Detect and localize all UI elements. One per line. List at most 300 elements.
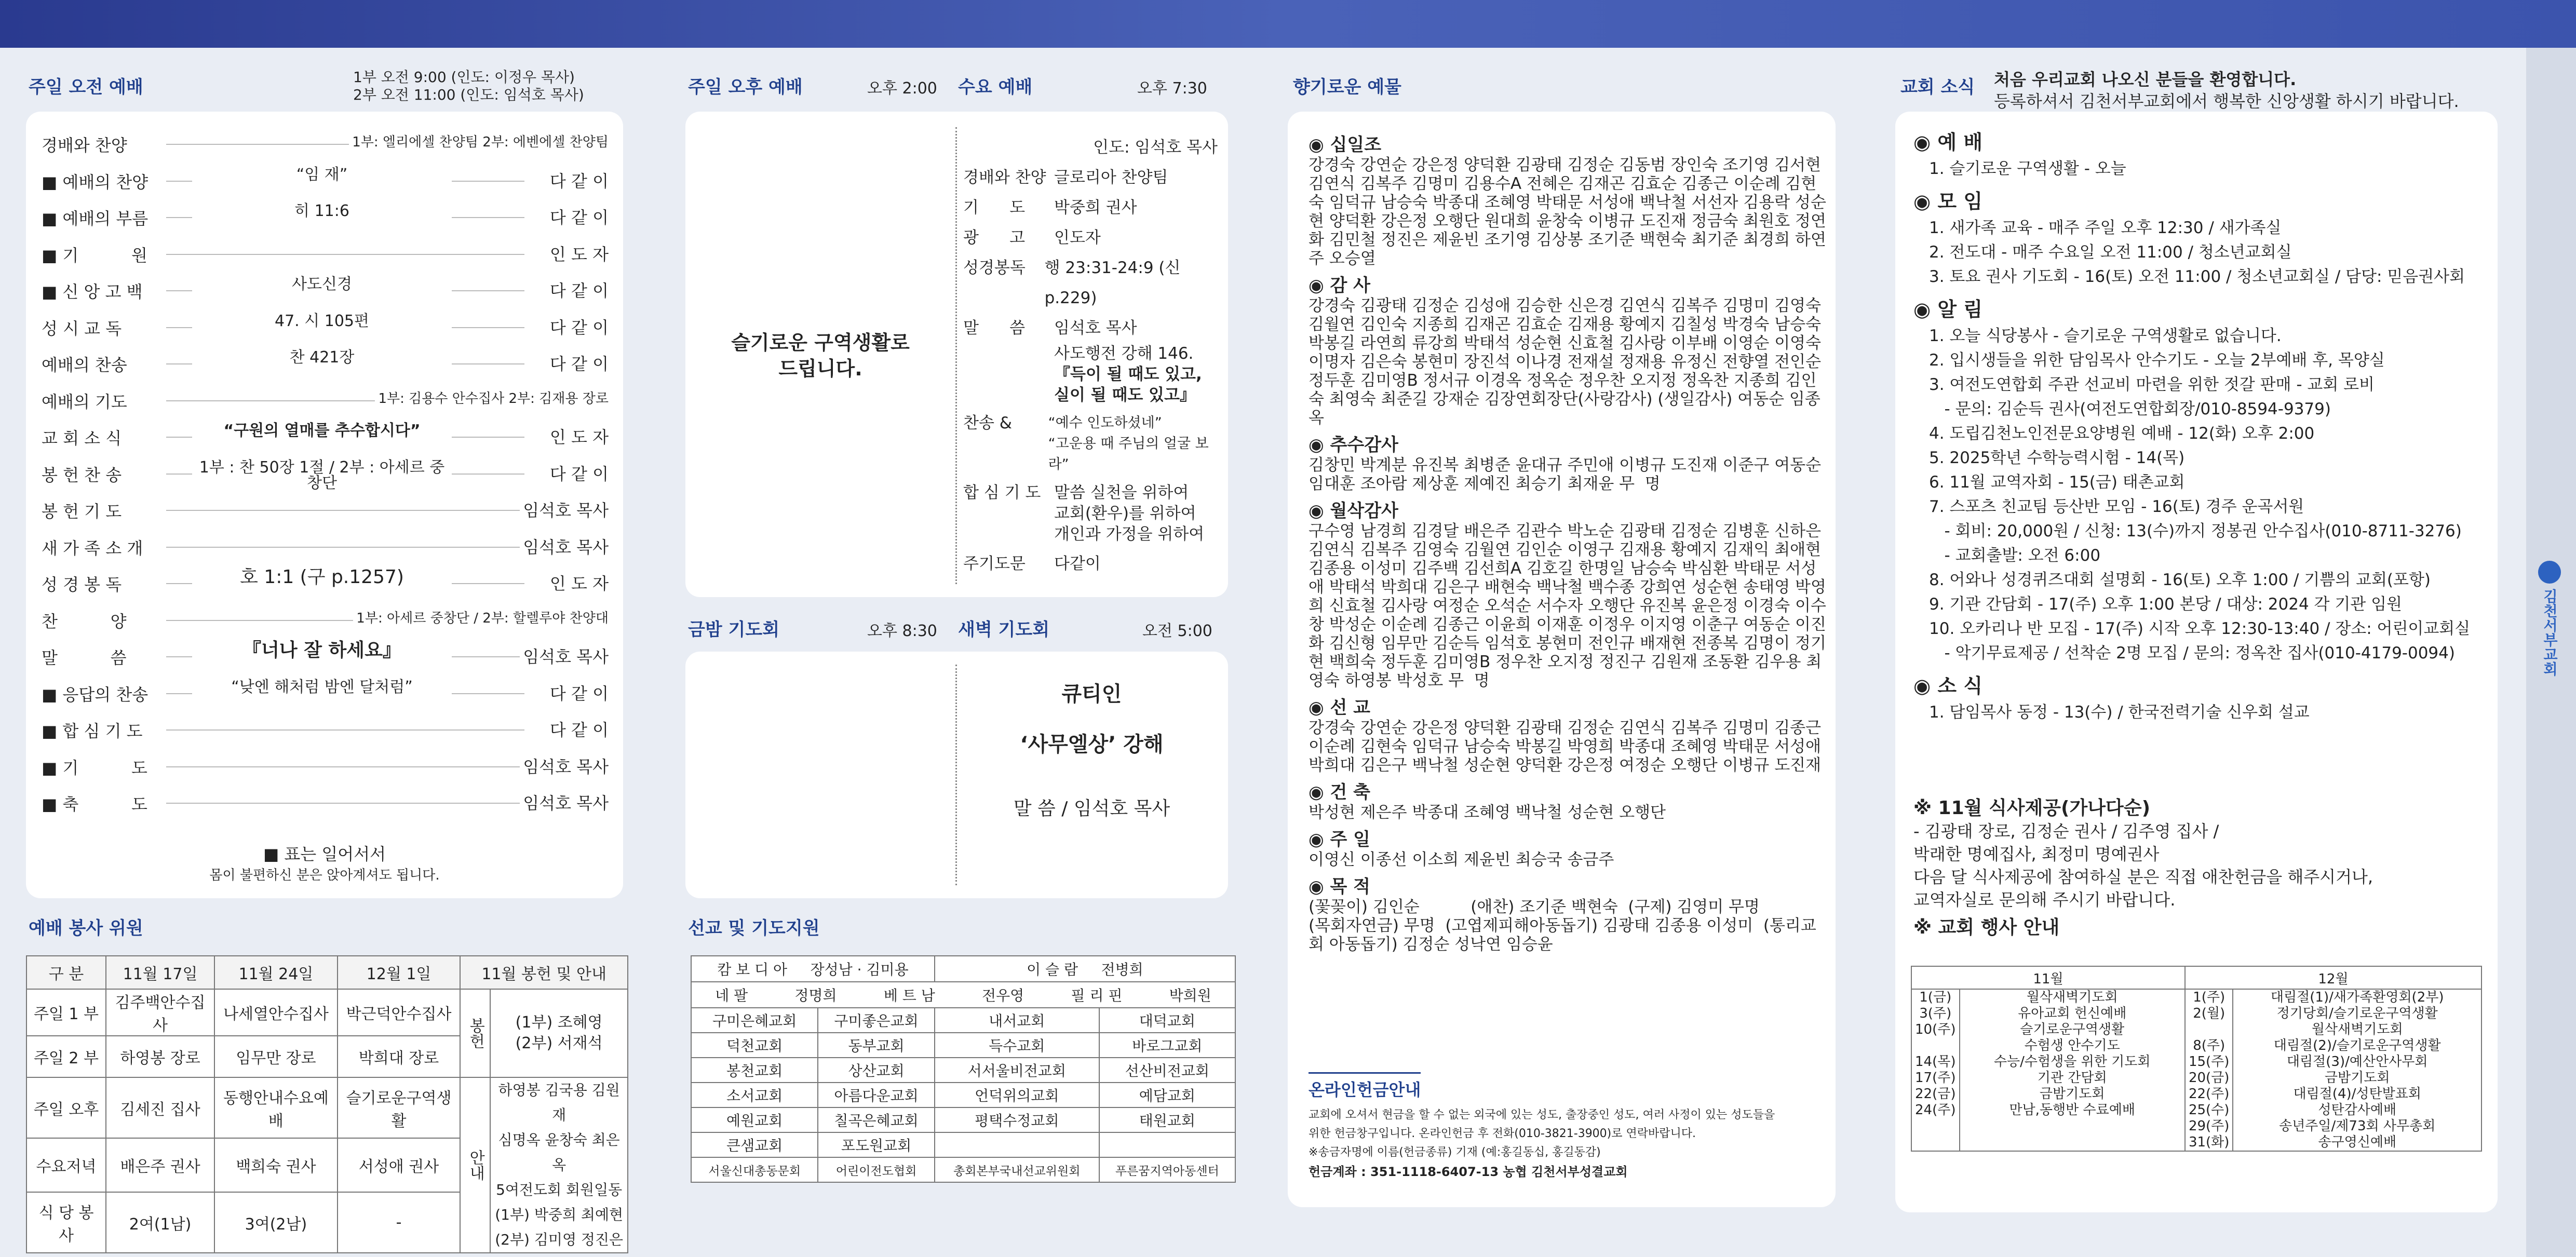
event-entry: 1(주): [2193, 990, 2226, 1005]
news-item: 6. 11월 교역자회 - 15(금) 태촌교회: [1929, 473, 2185, 492]
event-entry: 14(목): [1915, 1054, 1956, 1070]
event-entry: 성탄감사예배: [2318, 1102, 2397, 1118]
event-entry: 17(주): [1915, 1070, 1956, 1086]
order-leader: 인 도 자: [547, 241, 609, 265]
order-label: ■ 예배의 부름: [42, 209, 149, 228]
online-desc-2: 위한 헌금창구입니다. 온라인헌금 후 전화(010-3821-3900)로 연락바랍니다.: [1309, 1127, 1696, 1140]
table-cell: 식 당 봉 사: [26, 1192, 106, 1253]
event-entry: 월삭새벽기도회: [2026, 990, 2118, 1005]
events-heading: ※ 교회 행사 안내: [1913, 917, 2060, 938]
prayer-3: 개인과 가정을 위하여: [1054, 525, 1205, 544]
order-content: 사도신경: [192, 277, 452, 292]
news-item: 1. 오늘 식당봉사 - 슬기로운 구역생활로 없습니다.: [1929, 327, 2282, 345]
friday-time: 오후 8:30: [867, 622, 937, 640]
supported-church: 칠곡은혜교회: [818, 1107, 935, 1132]
event-entry: 29(주): [2188, 1118, 2230, 1134]
order-leader: 다 같 이: [547, 278, 609, 302]
sunday-am-times: [353, 69, 584, 104]
supported-church: 서울신대총동문회: [691, 1157, 818, 1182]
event-entry: [2189, 1022, 2230, 1038]
offering-group-names: 김창민 박계분 유진복 최병준 윤대규 주민애 이병규 도진재 이준구 여동순 임대훈 조아람 제상훈 제예진 최승기 최재윤 무 명: [1309, 456, 1826, 493]
mission-cell: [691, 956, 935, 982]
guide-2: 심명옥 윤창숙 최은옥: [498, 1131, 620, 1173]
mission-row: [691, 1008, 1235, 1033]
news-item: 9. 기관 간담회 - 17(주) 오후 1:00 본당 / 대상: 2024 각 기관 임원: [1929, 595, 2402, 614]
online-account: 헌금계좌 : 351-1118-6407-13 농협 김천서부성결교회: [1309, 1165, 1628, 1179]
order-leader: 인 도 자: [547, 424, 609, 448]
news-item: - 악기무료제공 / 선착순 2명 모집 / 문의: 정옥찬 집사(010-4179-0094): [1929, 644, 2455, 663]
order-leader: 다 같 이: [547, 351, 609, 375]
online-note: ※송금자명에 이름(헌금종류) 기재 (예:홍길동십, 홍길동감): [1309, 1146, 1601, 1159]
country: 네 팔: [715, 987, 748, 1004]
welcome-line-2: 등록하셔서 김천서부교회에서 행복한 신앙생활 하시기 바랍니다.: [1994, 91, 2459, 111]
supported-church: 구미은혜교회: [691, 1008, 818, 1033]
offering-group-heading: ◉ 건 축: [1309, 782, 1371, 803]
wednesday-item-label: 광 고: [963, 228, 1026, 247]
wednesday-item: [963, 193, 1218, 223]
dawn-line-2: ‘사무엘상’ 강해: [1020, 733, 1164, 756]
order-leader: 임석호 목사: [520, 534, 609, 558]
sunday-am-title: 주일 오전 예배: [29, 77, 143, 98]
event-entry: 송년주일/제73회 사무총회: [2279, 1118, 2436, 1134]
sunday-pm-line-1: 슬기로운 구역생활로: [731, 331, 910, 354]
country: 베 트 남: [883, 987, 935, 1004]
wednesday-item-label: 기 도: [963, 198, 1026, 217]
service-team-title: 예배 봉사 위원: [29, 918, 143, 939]
offering-group-names: 이영신 이종선 이소희 제윤빈 최승국 송금주: [1309, 850, 1614, 869]
supported-church: 예담교회: [1099, 1083, 1235, 1107]
event-entry: 대림절(1)/새가족환영회(2부): [2270, 990, 2444, 1005]
events-month: 12월: [2185, 966, 2481, 989]
order-leader: 임석호 목사: [520, 790, 609, 814]
news-title: 교회 소식: [1900, 77, 1975, 98]
order-leader-line: [166, 510, 524, 511]
table-cell: 주일 1 부: [26, 989, 106, 1036]
guide-5: (2부) 김미영 정진은: [495, 1231, 624, 1248]
mission-cell: [935, 956, 1235, 982]
mission-row: [691, 1157, 1235, 1182]
event-entry: 20(금): [2188, 1070, 2230, 1086]
event-entry: 8(주): [2193, 1038, 2226, 1053]
order-label: ■ 기 도: [42, 758, 147, 778]
order-leader-line: [166, 766, 524, 767]
order-label: 찬 양: [42, 611, 127, 631]
mission-row: [691, 1058, 1235, 1083]
news-item: 1. 담임목사 동정 - 13(수) / 한국전력기술 신우회 설교: [1929, 703, 2310, 722]
events-table-wrap: [1911, 966, 2482, 1152]
offering-group-heading: ◉ 선 교: [1309, 697, 1371, 718]
order-content: 1부 : 찬 50장 1절 / 2부 : 아세르 중창단: [192, 460, 452, 491]
supported-church: 봉천교회: [691, 1058, 818, 1083]
offerings-title: 향기로운 예물: [1293, 77, 1401, 98]
supported-church: 포도원교회: [818, 1132, 935, 1157]
wednesday-item-label: 성경봉독: [963, 259, 1026, 277]
news-item: - 문의: 김순득 권사(여전도연합회장/010-8594-9379): [1929, 400, 2331, 418]
supported-church: 선산비전교회: [1099, 1058, 1235, 1083]
order-label: ■ 예배의 찬양: [42, 172, 149, 192]
event-entry: 기관 간담회: [2037, 1070, 2107, 1086]
header-cell: 구 분: [26, 956, 106, 989]
order-leader: 다 같 이: [547, 315, 609, 339]
news-section-heading: ◉ 모 임: [1913, 190, 1983, 213]
header-cell: 11월 24일: [214, 956, 338, 989]
mission-row: [691, 1033, 1235, 1058]
church-logo: [2537, 561, 2562, 676]
country: 캄 보 디 아: [717, 961, 788, 978]
event-entry: 대림절(3)/예산안사무회: [2286, 1054, 2428, 1070]
wednesday-item-label: 경배와 찬양: [963, 168, 1046, 187]
offering-group-heading: ◉ 감 사: [1309, 275, 1371, 296]
supported-church: [935, 1132, 1099, 1157]
sunday-am-time-1: 1부 오전 9:00 (인도: 이정우 목사): [353, 69, 575, 86]
supported-church: 소서교회: [691, 1083, 818, 1107]
prayer-label: 합 심 기 도: [963, 483, 1041, 502]
order-content: “임 재”: [192, 167, 452, 183]
order-content: “낮엔 해처럼 밤엔 달처럼”: [192, 680, 452, 695]
wednesday-item: [963, 223, 1218, 253]
offering-group-heading: ◉ 목 적: [1309, 876, 1371, 897]
wednesday-title: 수요 예배: [958, 77, 1033, 98]
event-entry: 2(월): [2193, 1006, 2226, 1021]
order-label: 교 회 소 식: [42, 428, 122, 448]
table-cell: 슬기로운구역생활: [338, 1077, 461, 1138]
order-label: 봉 헌 찬 송: [42, 465, 122, 485]
order-leader: 1부: 엘리에셀 찬양팀 2부: 에벤에셀 찬양팀: [349, 131, 609, 151]
event-entry: 대림절(2)/슬기로운구역생활: [2273, 1038, 2441, 1053]
order-label: 성 시 교 독: [42, 318, 122, 339]
event-entry: 유아교회 헌신예배: [2018, 1006, 2127, 1021]
dawn-time: 오전 5:00: [1142, 622, 1212, 640]
mission-cell: [691, 982, 1235, 1008]
lords-prayer-label: 주기도문: [963, 555, 1026, 573]
missionary: 전병희: [1101, 961, 1143, 978]
offering-2: (2부) 서재석: [515, 1034, 603, 1052]
table-cell: 2여(1남): [106, 1192, 214, 1253]
meal-line-3: 다음 달 식사제공에 참여하실 분은 직접 애찬헌금을 해주시거나,: [1913, 867, 2373, 887]
lords-prayer-value: 다같이: [1054, 555, 1101, 573]
event-entry: 25(수): [2188, 1102, 2230, 1118]
news-item: 1. 슬기로운 구역생활 - 오늘: [1929, 159, 2126, 178]
hymn-2: “고운용 때 주님의 얼굴 보라”: [1048, 436, 1209, 472]
table-cell: 김주백안수집사: [106, 989, 214, 1036]
event-entry: 22(주): [2188, 1086, 2230, 1102]
sunday-pm-wed-card: [685, 112, 1228, 597]
wednesday-item-value: 박중희 권사: [1054, 198, 1137, 217]
event-entry: 22(금): [1915, 1086, 1956, 1102]
mission-table-wrap: [691, 955, 1236, 1183]
order-label: 봉 헌 기 도: [42, 502, 122, 521]
offerings-card: [1288, 112, 1836, 1207]
header-cell: 12월 1일: [338, 956, 461, 989]
meal-line-2: 박래한 명예집사, 최정미 명예권사: [1913, 844, 2160, 864]
dec-days: [2185, 989, 2233, 1151]
logo-icon: [2538, 561, 2561, 584]
meal-heading: ※ 11월 식사제공(가나다순): [1913, 798, 2151, 819]
news-item: 7. 스포츠 친교팀 등산반 모임 - 16(토) 경주 운곡서원: [1929, 497, 2304, 516]
news-item: 1. 새가족 교육 - 매주 주일 오후 12:30 / 새가족실: [1929, 219, 2282, 237]
event-entry: 15(주): [2188, 1054, 2230, 1070]
order-label: 새 가 족 소 개: [42, 538, 143, 558]
event-entry: 대림절(4)/성탄발표회: [2293, 1086, 2421, 1102]
sunday-am-time-2: 2부 오전 11:00 (인도: 임석호 목사): [353, 86, 584, 103]
sunday-am-card: [26, 112, 623, 898]
nov-events: [1960, 989, 2185, 1151]
friday-title: 금밤 기도회: [688, 619, 780, 640]
guide-label: 안내: [460, 1077, 490, 1253]
order-leader: 다 같 이: [547, 717, 609, 741]
order-leader: 다 같 이: [547, 461, 609, 485]
order-leader-line: [166, 547, 524, 548]
offering-group-names: 강경숙 강연순 강은정 양덕환 김광태 김정순 김동범 장인숙 조기영 김서현 김연식 김복주 김명미 김용수A 전혜은 김재곤 김효순 김종근 이순례 김현숙 임덕규 남승숙 박종대 조혜영 박태문 서성애 백낙철 서선자 김용락 성순현 양덕환 강은정 오행단 원대희 윤창숙 이병규 도진재 정금숙 최원호 정연화 김민철 정진은 제윤빈 조기영 김상봉 조기준 백현숙 최기준 최경희 하연주 오승열: [1309, 156, 1826, 268]
supported-church: 내서교회: [935, 1008, 1099, 1033]
event-entry: 24(주): [1915, 1102, 1956, 1118]
wednesday-item-label: 말 씀: [963, 319, 1026, 337]
dawn-content: [955, 678, 1228, 820]
table-cell: 서성애 권사: [338, 1138, 461, 1192]
supported-church: 언덕위의교회: [935, 1083, 1099, 1107]
wednesday-leader: 인도: 임석호 목사: [1093, 138, 1218, 157]
table-cell: 나세열안수집사: [214, 989, 338, 1036]
supported-church: 상산교회: [818, 1058, 935, 1083]
offering-group-names: 강경숙 김광태 김정순 김성애 김승한 신은경 김연식 김복주 김명미 김영숙 김월연 김인숙 지종희 김재곤 김효순 김재용 황예지 김칠성 박경숙 남승숙 박봉길 라연희 류강희 박태석 성순현 신효철 김사랑 이부배 이영순 이영숙 이명자 김은숙 봉현미 장진석 이나경 전재설 정재용 유정신 전향열 전인순 정두훈 김미영B 정서규 이경옥 정옥순 정우찬 오지정 정옥찬 지종희 김인숙 최영숙 최준길 강재순 김장연회장단(사랑감사) (생일감사) 여동순 임종옥: [1309, 296, 1826, 427]
sunday-pm-line-2: 드립니다.: [778, 357, 862, 380]
news-section-heading: ◉ 예 배: [1913, 131, 1983, 154]
missionary: 전우영: [982, 987, 1024, 1004]
guide-3: 5여전도회 회원일동: [496, 1181, 623, 1198]
table-cell: 박희대 장로: [338, 1036, 461, 1077]
sunday-pm-title: 주일 오후 예배: [688, 77, 803, 98]
order-leader-line: [166, 803, 524, 804]
offering-group-heading: ◉ 월삭감사: [1309, 501, 1398, 521]
lords-prayer-row: [963, 549, 1218, 579]
order-leader: 임석호 목사: [520, 754, 609, 778]
prayer-list: [1054, 482, 1204, 545]
missionary: 장성남 · 김미용: [810, 961, 909, 978]
event-entry: 1(금): [1919, 990, 1952, 1005]
note-seated: 몸이 불편하신 분은 앉아계셔도 됩니다.: [209, 868, 440, 883]
wednesday-order: [963, 132, 1218, 579]
sunday-pm-time: 오후 2:00: [867, 79, 937, 98]
supported-church: 어린이전도협회: [818, 1157, 935, 1182]
supported-church: 동부교회: [818, 1033, 935, 1058]
guide-1: 하영봉 김국용 김원재: [498, 1082, 620, 1124]
wednesday-items: [963, 163, 1218, 343]
wednesday-item-value: 인도자: [1054, 228, 1101, 247]
prayer-2: 교회(환우)를 위하여: [1054, 504, 1196, 523]
supported-church: [1099, 1132, 1235, 1157]
table-cell: 백희숙 권사: [214, 1138, 338, 1192]
column-divider: [955, 127, 957, 584]
guide-cell: [490, 1077, 628, 1253]
order-leader: 다 같 이: [547, 205, 609, 228]
order-leader-line: [166, 254, 524, 255]
event-entry: 슬기로운구역생활: [2020, 1022, 2125, 1037]
hymn-label: 찬송 &: [963, 414, 1012, 432]
meal-block: [1913, 797, 2485, 939]
hymn-1: “예수 인도하셨네”: [1048, 415, 1162, 431]
supported-church: 평택수정교회: [935, 1107, 1099, 1132]
table-cell: 배은주 권사: [106, 1138, 214, 1192]
service-team-table-wrap: [26, 955, 628, 1253]
offering-group-names: 강경숙 강연순 강은정 양덕환 김광태 김정순 김연식 김복주 김명미 김종근 이순례 김현숙 임덕규 남승숙 박봉길 박영희 박종대 조혜영 박태문 서성애 박희대 김은구 백낙철 성순현 양덕환 강은정 여정순 오행단 이병규 도진재: [1309, 719, 1826, 775]
prayer-1: 말씀 실천을 위하여: [1054, 483, 1189, 502]
sermon-block: [963, 343, 1218, 406]
offering-group-names: (꽃꽂이) 김인순 (애찬) 조기준 백현숙 (구제) 김영미 무명 (목회자연금) 무명 (고엽제피해아동돕기) 김광태 김종용 이성미 (통리교회 아동돕기) 김정순 성낙연 임승윤: [1309, 898, 1816, 954]
order-leader: 다 같 이: [547, 168, 609, 192]
supported-church: 바로그교회: [1099, 1033, 1235, 1058]
order-leader-line: [166, 729, 524, 731]
order-label: ■ 신 앙 고 백: [42, 282, 143, 302]
welcome-line-1: 처음 우리교회 나오신 분들을 환영합니다.: [1994, 70, 2297, 89]
mission-row: [691, 1132, 1235, 1157]
supported-church: 예원교회: [691, 1107, 818, 1132]
country: 필 리 핀: [1071, 987, 1123, 1004]
order-label: 말 씀: [42, 648, 127, 668]
order-label: 성 경 봉 독: [42, 575, 122, 594]
wednesday-item: [963, 313, 1218, 343]
event-entry: 10(주): [1915, 1022, 1956, 1037]
news-item: 5. 2025학년 수학능력시험 - 14(목): [1929, 449, 2185, 467]
offering-group-heading: ◉ 추수감사: [1309, 435, 1398, 455]
table-cell: 3여(2남): [214, 1192, 338, 1253]
top-banner: [0, 0, 2576, 48]
dawn-line-3: 말 씀 / 임석호 목사: [1013, 798, 1170, 819]
order-label: ■ 기 원: [42, 245, 147, 265]
supported-church: 구미좋은교회: [818, 1008, 935, 1033]
event-entry: 월삭새벽기도회: [2311, 1022, 2403, 1037]
sermon-series: 사도행전 강해 146.: [1054, 344, 1194, 363]
event-entry: 수능/수험생을 위한 기도회: [1993, 1054, 2151, 1070]
event-entry: [1915, 1038, 1956, 1054]
order-leader: 임석호 목사: [520, 497, 609, 521]
offering-label: 봉헌: [460, 989, 490, 1077]
mission-row: [691, 1083, 1235, 1107]
order-leader: 1부: 아세르 중창단 / 2부: 할렐루야 찬양대: [353, 607, 609, 627]
sermon-title-1: 『득이 될 때도 있고,: [1054, 365, 1202, 384]
table-cell: 김세진 집사: [106, 1077, 214, 1138]
sermon-title-2: 실이 될 때도 있고』: [1054, 386, 1196, 404]
news-item: 8. 어와나 성경퀴즈대회 설명회 - 16(토) 오후 1:00 / 기쁨의 교회(포항): [1929, 571, 2431, 589]
order-content: 히 11:6: [192, 204, 452, 219]
order-label: 경배와 찬양: [42, 136, 127, 155]
supported-church: 총회본부국내선교위원회: [935, 1157, 1099, 1182]
dawn-title: 새벽 기도회: [958, 619, 1050, 640]
order-label: ■ 응답의 찬송: [42, 684, 149, 705]
news-card: [1895, 112, 2498, 1212]
news-item: 3. 토요 권사 기도회 - 16(토) 오전 11:00 / 청소년교회실 / 담당: 믿음권사회: [1929, 267, 2465, 286]
meal-line-1: - 김광태 장로, 김정순 권사 / 김주영 집사 /: [1913, 821, 2219, 841]
missionary: 정명희: [794, 987, 837, 1004]
events-month: 11월: [1911, 966, 2185, 989]
order-content: 47. 시 105편: [192, 314, 452, 329]
nov-days: [1911, 989, 1960, 1151]
event-entry: 수험생 안수기도: [2024, 1038, 2120, 1053]
news-item: 4. 도립김천노인전문요양병원 예배 - 12(화) 오후 2:00: [1929, 424, 2315, 443]
offering-groups: [1309, 127, 1828, 954]
offering-group-heading: ◉ 십일조: [1309, 134, 1382, 155]
news-item: 2. 입시생들을 위한 담임목사 안수기도 - 오늘 2부예배 후, 목양실: [1929, 351, 2385, 370]
table-cell: 박근덕안수집사: [338, 989, 461, 1036]
news-item: - 회비: 20,000원 / 신청: 13(수)까지 정봉권 안수집사(010-8711-3276): [1929, 522, 2462, 540]
mission-row-2: [692, 984, 1235, 1005]
wednesday-item-value: 글로리아 찬양팀: [1054, 168, 1168, 187]
online-desc-1: 교회에 오셔서 현금을 할 수 없는 외국에 있는 성도, 출장중인 성도, 여러 사정이 있는 성도들을: [1309, 1109, 1775, 1121]
wednesday-item: [963, 253, 1218, 313]
news-section-heading: ◉ 소 식: [1913, 674, 1983, 697]
supported-church: 서서울비전교회: [935, 1058, 1099, 1083]
news-item: 3. 여전도연합회 주관 선교비 마련을 위한 젓갈 판매 - 교회 로비: [1929, 375, 2375, 394]
header-cell: 11월 17일: [106, 956, 214, 989]
order-leader: 1부: 김용수 안수집사 2부: 김재용 장로: [375, 388, 609, 407]
offering-cell: [490, 989, 628, 1077]
mission-church-rows: [691, 1008, 1235, 1182]
missionary: 박희원: [1169, 987, 1211, 1004]
mission-title: 선교 및 기도지원: [688, 918, 820, 939]
meal-line-4: 교역자실로 문의해 주시기 바랍니다.: [1913, 890, 2176, 910]
sunday-pm-message: [685, 330, 955, 382]
event-entry: 송구영신예배: [2318, 1134, 2397, 1150]
event-entry: 정기당회/슬기로운구역생활: [2276, 1006, 2438, 1021]
event-entry: 31(화): [2188, 1134, 2230, 1150]
guide-4: (1부) 박중희 최예현: [495, 1206, 624, 1223]
wednesday-item-value: 행 23:31-24:9 (신 p.229): [1044, 259, 1181, 307]
service-team-table: [26, 955, 628, 1253]
supported-church: 큰샘교회: [691, 1132, 818, 1157]
header-cell: 11월 봉헌 및 안내: [460, 956, 628, 989]
mission-row: [691, 1107, 1235, 1132]
offering-group-names: 박성현 제은주 박종대 조혜영 백낙철 성순현 오행단: [1309, 803, 1666, 822]
table-cell: 하영봉 장로: [106, 1036, 214, 1077]
supported-church: 득수교회: [935, 1033, 1099, 1058]
news-item: 10. 오카리나 반 모집 - 17(주) 시작 오후 12:30-13:40 / 장소: 어린이교회실: [1929, 619, 2471, 638]
news-section-heading: ◉ 알 림: [1913, 298, 1983, 321]
order-leader: 임석호 목사: [520, 644, 609, 668]
table-cell: 주일 2 부: [26, 1036, 106, 1077]
order-content: “구원의 열매를 추수합시다”: [192, 423, 452, 439]
news-item: - 교회출발: 오전 6:00: [1929, 546, 2101, 565]
event-entry: 금밤기도회: [2039, 1086, 2105, 1102]
order-content: 찬 421장: [192, 350, 452, 366]
event-entry: 3(주): [1919, 1006, 1952, 1021]
country: 이 슬 람: [1027, 961, 1078, 978]
order-label: 예배의 찬송: [42, 355, 127, 375]
note-standing: ■ 표는 일어서서: [263, 844, 386, 864]
offering-group-heading: ◉ 주 일: [1309, 829, 1371, 850]
supported-church: 태원교회: [1099, 1107, 1235, 1132]
supported-church: 푸른꿈지역아동센터: [1099, 1157, 1235, 1182]
news-item: 2. 전도대 - 매주 수요일 오전 11:00 / 청소년교회실: [1929, 243, 2292, 262]
mission-table: [691, 955, 1236, 1183]
table-cell: 수요저녁: [26, 1138, 106, 1192]
order-label: ■ 합 심 기 도: [42, 721, 143, 741]
supported-church: 덕천교회: [691, 1033, 818, 1058]
wednesday-time: 오후 7:30: [1137, 79, 1207, 98]
order-leader: 다 같 이: [547, 681, 609, 705]
offering-group-names: 구수영 남경희 김경달 배은주 김관수 박노순 김광태 김정순 김병훈 신하은 김연식 김복주 김영숙 김월연 김인순 이영구 김재용 황예지 김재익 최애현 김종용 이성미 김주백 김선희A 김호길 한명일 남승숙 박심환 박태문 서성애 박태석 박희대 김은구 배현숙 백낙철 백수종 강희연 성순현 송태영 박영희 신효철 김사랑 여정순 오석순 서수자 오행단 유진복 윤은정 이경숙 이수창 박성순 이순례 김종근 이윤희 이재훈 이정우 이지영 이춘구 여동순 이진화 김신형 임무만 김순득 임석호 봉현미 전인규 배재현 전종복 김명이 정기현 백희숙 정두훈 김미영B 정우찬 오지정 정진구 김원재 조동환 김우용 최영숙 하영봉 박성호 무 명: [1309, 522, 1826, 690]
supported-church: 대덕교회: [1099, 1008, 1235, 1033]
order-leader: 인 도 자: [547, 571, 609, 594]
wednesday-item: [963, 163, 1218, 193]
table-cell: -: [338, 1192, 461, 1253]
table-cell: 주일 오후: [26, 1077, 106, 1138]
online-title: 온라인헌금안내: [1309, 1072, 1421, 1101]
order-label: ■ 축 도: [42, 794, 147, 814]
news-sections: [1913, 122, 2485, 725]
online-offering: [1309, 1072, 1828, 1182]
dec-events: [2233, 989, 2481, 1151]
hymn-list: [1048, 413, 1218, 475]
order-content: 호 1:1 (구 p.1257): [192, 570, 452, 585]
